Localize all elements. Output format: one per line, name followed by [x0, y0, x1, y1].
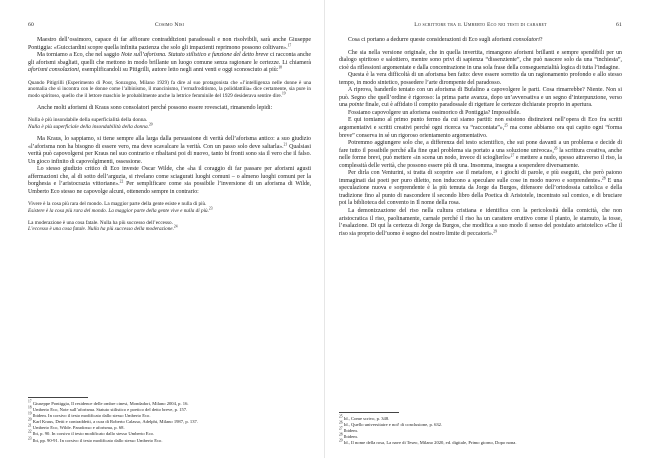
aphorism-inversion: La moderazione è una cosa fatale. Nulla ha più successo dell’eccesso. L’eccesso è una cosa fatale. Nulla ha più successo della moderazione.$^{24}$	[28, 219, 178, 233]
footnote: $^{23}$ Ibi, pp. 90-91. In corsivo il testo modificato dallo stesso Umberto Eco.	[28, 435, 163, 443]
right-page	[339, 22, 622, 446]
footnotes	[28, 397, 311, 444]
footnote: $^{18}$ Umberto Eco, Note sull’aforisma. Statuto stilistico e poetico del detto breve, p. 157.	[28, 405, 188, 413]
paragraph: Lo stesso giudizio critico di Eco investe Oscar Wilde, che «ha il coraggio di far passare per aforismi agusti affermazioni che, al di sotto dell’arguzia, si rivelano come sciagurati luoghi comuni – o almeno luoghi comuni per la borghesia e l’aristocrazia vittoriane».$^{22}$ Per semplificare come sia possibile l’inversione di un aforisma di Wilde, Umberto Eco stesso ne capovolge alcuni, ottenendo sempre in contrario:	[28, 166, 311, 195]
footnote: $^{29}$ Id., Il nome della rosa, La nave di Teseo, Milano 2020, ed. digitale, Primo giorno, Dopo nona.	[339, 438, 517, 446]
footnote: $^{26}$ Id., Quello universitaire e noi! di conclusione, p. 632.	[339, 420, 443, 428]
footnote-rule	[339, 412, 399, 413]
footnotes	[339, 412, 622, 446]
running-head: Cosimo Nisi	[154, 22, 185, 28]
footnote: $^{22}$ Ibi, p. 90. In corsivo il testo modificato dallo stesso Umberto Eco.	[28, 429, 155, 437]
paragraph: Questa è la vera difficoltà di un aforisma ben fatto: deve essere sorretto da un ragionamento profondo e allo stesso tempo, in modo sintetico, possedere l’arte dirompente del paradosso.	[339, 72, 622, 86]
paragraph: Maestro dell’ossimoro, capace di far affiorare contraddizioni paradossali e non risolvibili, sarà anche Giuseppe Pontiggia: «Guicciardini scopre quella infinita pazienza che solo gli impazienti reprimono possono coltivare».$^{17}$	[28, 37, 311, 51]
aphorism-pair: Nulla è più insondabile della superficialità della donna. Nulla è più superficiale della insondabilità della donna.$^{20}$	[28, 117, 153, 131]
footnote-rule	[28, 397, 88, 398]
paragraph: E qui torniamo al primo punto fermo da cui siamo partiti: non esistono distinzioni nell’opera di Eco fra scritti argomentativi e scritti creativi perché ogni ricerca va “raccontata”»,$^{25}$ ma come abbiamo ora qui capito ogni “forma breve” conserva in sé un rigoroso orientamento argomentativo.	[339, 117, 622, 139]
paragraph: Per dirla con Venturini, si tratta di scoprire «se il metafore, e i giochi di parole, e più eseguiti, che però paiono immaginati dai poeti per puro diletto, non inducono a speculare sulle cose in modo nuovo e sorprendente».$^{28}$ E una speculazione nuova e sorprendente è la più temuta da Jorge da Burgos, difensore dell’ortodossia cattolica e della tradizione fino al punto di nascondere il secondo libro della Poetica di Aristotele, incentrato sul comico, e di bruciare poi la biblioteca del convento in Il nome della rosa.	[339, 170, 622, 207]
paragraph: A riprova, banderilo tentato con un aforisma di Bufalino a capovolgere le parti. Cosa rimarrebbe? Niente. Non si può. Segno che quell’ordine è rigoroso: la prima parte avanza, dopo un’avversativa e un segno d’interpunzione, verso una pointe finale, cui è affidato il compito paradossale di rigettare le certezze dichiarate proprio in apertura.	[339, 87, 622, 109]
footnote: $^{28}$ Ibidem.	[339, 432, 358, 440]
right-running-header	[339, 22, 622, 32]
page-number: 60	[28, 22, 34, 28]
left-page	[28, 22, 311, 443]
footnote: $^{21}$ Umberto Eco, Wilde. Paradosso e aforisma, p. 68.	[28, 423, 125, 431]
paragraph: La demonizzazione del riso nella cultura cristiana e identifica con la pericolosità della comicità, che non aristocratica il riso, paolinamente, carnale perché il riso ha un carattere eruttivo come il pianto, le starnuto, la tosse, l’esalazione. Di qui la certezza di Jorge da Burgos, che modifica a suo modo il senso del postulato aristotelico «Che il riso sia proprio dell’uomo è segno del nostro limite di peccatori».$^{29}$	[339, 208, 622, 237]
footnote: $^{20}$ Karl Kraus, Detti e contraddetti, a cura di Roberto Calasso, Adelphi, Milano 1987, p. 137.	[28, 417, 198, 425]
paragraph: Cosa ci portano a dedurre queste considerazioni di Eco sugli aforismi consolatori?	[348, 37, 543, 43]
footnote: $^{19}$ Ibidem. In corsivo il testo modificato dallo stesso Umberto Eco.	[28, 411, 151, 419]
page-number: 61	[616, 22, 622, 28]
block-quote: Quando Pitigrilli (Esperimento di Poor, Sonzogno, Milano 1929) fa dire al suo protagonista che «l’intelligenza nelle donne è una anomalia che si incontra con le donne come l’albinismo, il mancinismo, l’ermafroditismo, la poliddattilia» dice certamente, sia pure in modo spiritoso, quello che il lettore maschio le probabilmente anche la lettrice femminile del 1929 desiderava sentire dire.$^{19}$	[28, 79, 311, 100]
gutter	[324, 0, 325, 458]
left-running-header	[28, 22, 311, 32]
footnote: $^{27}$ Ibidem.	[339, 426, 358, 434]
paragraph: Potremmo aggiungere solo che, a differenza del testo scientifico, che sui pone davanti a un problema e decide di fare tutto il possibile perché alla fine quel problema sia portato a una soluzione univoca»,$^{26}$ la scrittura creativa, anche nelle forme brevi, può mettere «in scena un nodo, invece di scioglierlo»$^{27}$ e mettere a nudo, spesso attraverso il riso, la complessità delle verità, che possono essere più di una. Insomma, insegna a sospendere diversamente.	[339, 140, 622, 169]
footnote: $^{25}$ Id., Come scrivo, p. 348.	[339, 414, 390, 421]
running-head: Lo scrittore tra il Umberto Eco nei testi di cabaret	[414, 22, 547, 28]
paragraph: Ma torniamo a Eco, che nel saggio Note sull’aforisma. Statuto stilistico e funzione del detto breve ci racconta anche gli aforismi sbagliati, quelli che mettono in modo brillante un luogo comune senza ragionare le certezze. Li chiamerà aforismi consolazioni, esemplificandoli su Pitigrilli, autore letto negli anni venti e oggi sconosciuto ai più:$^{18}$	[28, 52, 311, 74]
footnote: $^{17}$ Giuseppe Pontiggia, Il residence delle ombre cinesi, Mondadori, Milano 2004, p. 16.	[28, 399, 189, 406]
aphorism-inversion: Vivere è la cosa più rara del mondo. La maggior parte della gente esiste e nulla di più. Esistere è la cosa più rara del mondo. La maggior parte della gente vive e nulla di più.$^{23}$	[28, 201, 213, 215]
paragraph: Fossiamo capovolgere un aforisma ossimorico di Pontiggia? Impossibile.	[348, 109, 521, 116]
paragraph: Che sia nella versione originale, che in quella invertita, rimangono aforismi brillanti e sempre spendibili per un dialogo spiritoso e salottiero, mentre sono privi di sapienza “dissenziente”, che può nascere solo da una “inchiesta”, cioè da riflessioni argomentate e dalla concentrazione in una sola frase della conseguenzialità logica di tutta l’indagine.	[339, 49, 622, 71]
paragraph: Ma Kraus, lo sappiamo, si tiene sempre alla larga dalla persuasione di verità dell’aforisma antico: a suo giudizio «l’aforisma non ha bisogno di essere vero, ma deve scavalcare la verità. Con un passo solo deve saltarla».$^{21}$ Qualsiasi verità può capovolgersi per Kraus nel suo contrario e ribaltarsi poi di nuovo, tanto bi fronti sono sia il vero che il falso. Un gioco infinito di capovolgimenti, ossessione.	[28, 135, 311, 165]
paragraph: Anche molti aforismi di Kraus sono consolatori perché possono essere rovesciati, rimanendo lepidi:	[37, 104, 273, 111]
